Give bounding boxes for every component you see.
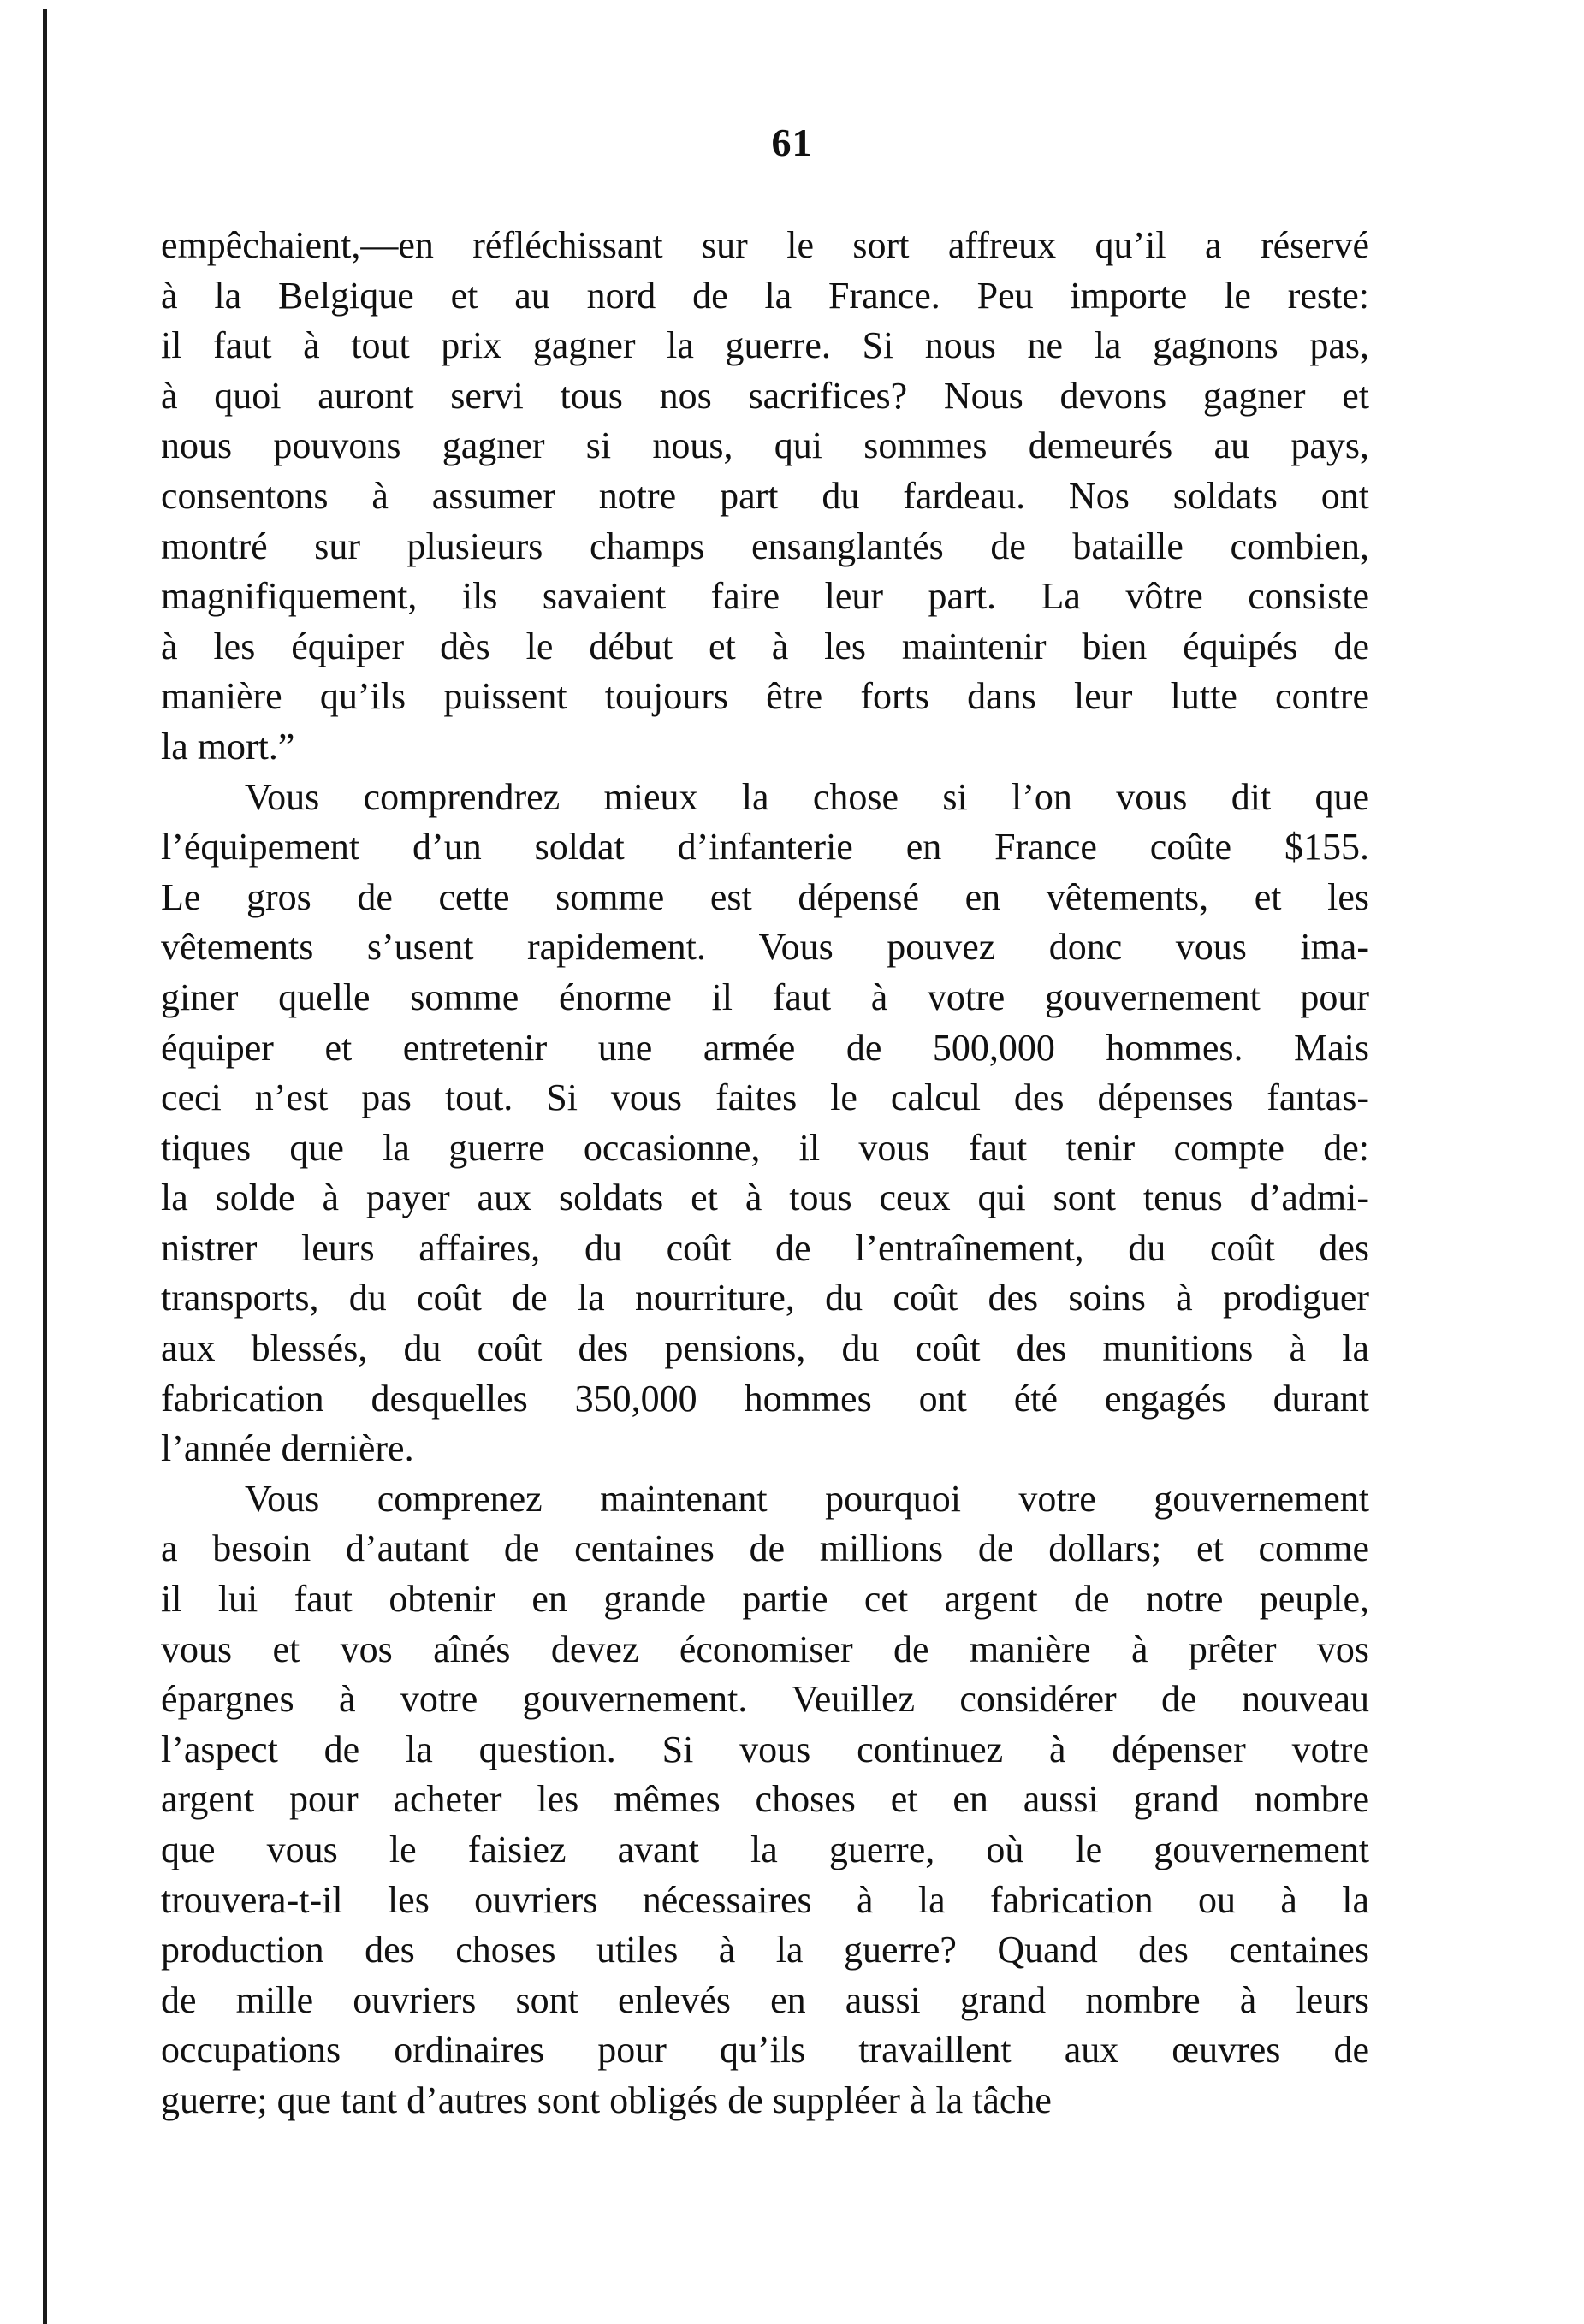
text-line: Vous comprenez maintenant pourquoi votre gouvernement — [245, 1477, 1369, 1520]
text-line: guerre; que tant d’autres sont obligés de suppléer à la tâche — [161, 2078, 1052, 2121]
text-line: transports, du coût de la nourriture, du coût des soins à prodiguer — [161, 1277, 1369, 1319]
text-line: trouvera-t-il les ouvriers nécessaires à la fabrication ou à la — [161, 1878, 1369, 1921]
text-line: l’année dernière. — [161, 1427, 414, 1470]
text-line: la mort.” — [161, 725, 295, 768]
text-line: argent pour acheter les mêmes choses et en aussi grand nombre — [161, 1778, 1369, 1821]
text-line: l’aspect de la question. Si vous continuez à dépenser votre — [161, 1728, 1369, 1770]
text-line: occupations ordinaires pour qu’ils travaillent aux œuvres de — [161, 2029, 1369, 2072]
text-line: il faut à tout prix gagner la guerre. Si nous ne la gagnons pas, — [161, 324, 1369, 367]
paragraph — [161, 773, 1369, 1474]
text-line: à quoi auront servi tous nos sacrifices? Nous devons gagner et — [161, 374, 1369, 417]
text-line: Le gros de cette somme est dépensé en vêtements, et les — [161, 875, 1369, 918]
text-line: il lui faut obtenir en grande partie cet argent de notre peuple, — [161, 1578, 1369, 1621]
text-line: à les équiper dès le début et à les maintenir bien équipés de — [161, 625, 1369, 667]
text-line: à la Belgique et au nord de la France. Peu importe le reste: — [161, 274, 1369, 317]
text-line: la solde à payer aux soldats et à tous ceux qui sont tenus d’admi- — [161, 1177, 1369, 1219]
paragraph — [161, 1474, 1369, 2126]
text-line: manière qu’ils puissent toujours être forts dans leur lutte contre — [161, 675, 1369, 718]
text-line: empêchaient,—en réfléchissant sur le sort affreux qu’il a réservé — [161, 224, 1369, 266]
text-line: ceci n’est pas tout. Si vous faites le calcul des dépenses fantas- — [161, 1076, 1369, 1119]
text-line: équiper et entretenir une armée de 500,000 hommes. Mais — [161, 1026, 1369, 1069]
text-line: magnifiquement, ils savaient faire leur part. La vôtre consiste — [161, 575, 1369, 618]
body-text — [161, 221, 1369, 2126]
page-number: 61 — [771, 121, 813, 164]
text-line: épargnes à votre gouvernement. Veuillez considérer de nouveau — [161, 1678, 1369, 1721]
text-line: production des choses utiles à la guerre? Quand des centaines — [161, 1929, 1369, 1971]
text-line: que vous le faisiez avant la guerre, où le gouvernement — [161, 1829, 1369, 1870]
text-line: l’équipement d’un soldat d’infanterie en France coûte $155. — [161, 826, 1369, 869]
text-line: tiques que la guerre occasionne, il vous faut tenir compte de: — [161, 1126, 1369, 1169]
paragraph — [161, 221, 1369, 773]
text-line: Vous comprendrez mieux la chose si l’on vous dit que — [245, 775, 1369, 818]
text-line: nistrer leurs affaires, du coût de l’entraînement, du coût des — [161, 1226, 1369, 1269]
text-line: nous pouvons gagner si nous, qui sommes demeurés au pays, — [161, 424, 1369, 467]
text-line: montré sur plusieurs champs ensanglantés de bataille combien, — [161, 525, 1369, 567]
text-line: giner quelle somme énorme il faut à votre gouvernement pour — [161, 975, 1369, 1018]
text-line: vous et vos aînés devez économiser de manière à prêter vos — [161, 1627, 1369, 1670]
text-line: de mille ouvriers sont enlevés en aussi grand nombre à leurs — [161, 1978, 1369, 2021]
text-line: vêtements s’usent rapidement. Vous pouvez donc vous ima- — [161, 926, 1369, 969]
text-line: a besoin d’autant de centaines de millions de dollars; et comme — [161, 1527, 1369, 1570]
text-line: fabrication desquelles 350,000 hommes ont été engagés durant — [161, 1377, 1369, 1420]
binding-edge — [43, 9, 47, 2324]
text-line: consentons à assumer notre part du fardeau. Nos soldats ont — [161, 474, 1369, 517]
text-line: aux blessés, du coût des pensions, du coût des munitions à la — [161, 1327, 1369, 1370]
